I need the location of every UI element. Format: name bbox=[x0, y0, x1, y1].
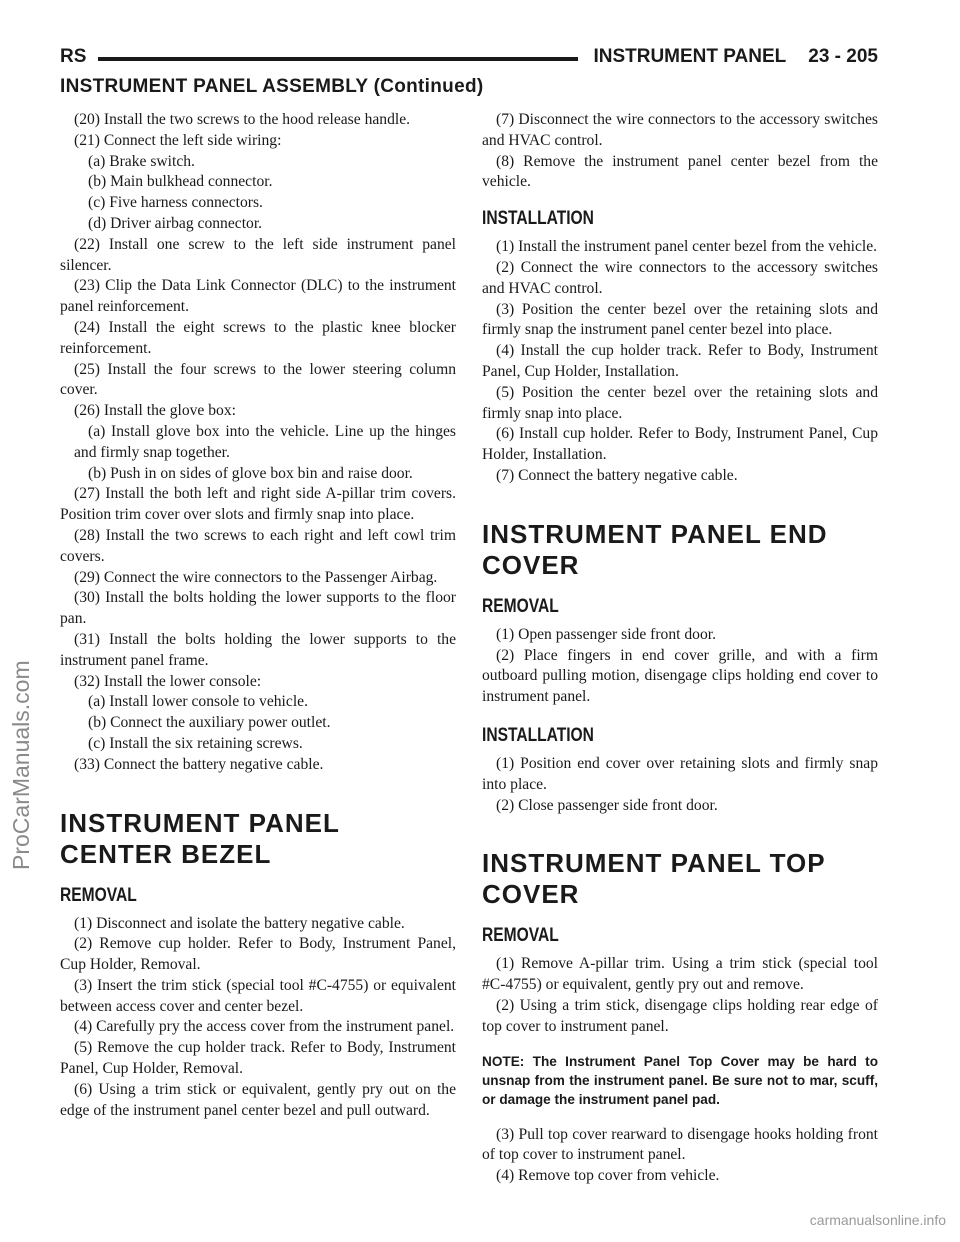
step: (20) Install the two screws to the hood release handle. bbox=[74, 111, 411, 128]
subsection-title-removal: REMOVAL bbox=[482, 925, 559, 947]
step: (23) Clip the Data Link Connector (DLC) to the instrument panel reinforcement. bbox=[60, 277, 456, 316]
substep: (a) Brake switch. bbox=[88, 152, 195, 170]
side-watermark: ProCarManuals.com bbox=[8, 660, 34, 870]
section-title-top-cover: INSTRUMENT PANEL TOP COVER bbox=[482, 848, 826, 910]
step: (5) Remove the cup holder track. Refer to Body, Instrument Panel, Cup Holder, Removal. bbox=[60, 1039, 456, 1078]
step: (21) Connect the left side wiring: bbox=[74, 131, 282, 149]
step: (4) Remove top cover from vehicle. bbox=[496, 1167, 720, 1185]
step: (1) Install the instrument panel center bezel from the vehicle. bbox=[496, 238, 878, 256]
substep: (a) Install lower console to vehicle. bbox=[88, 693, 308, 711]
step: (29) Connect the wire connectors to the Passenger Airbag. bbox=[74, 568, 438, 586]
subsection-title-removal: REMOVAL bbox=[60, 884, 137, 906]
step: (4) Carefully pry the access cover from the instrument panel. bbox=[74, 1018, 455, 1036]
step: (24) Install the eight screws to the plastic knee blocker reinforcement. bbox=[60, 318, 456, 357]
substep: (c) Five harness connectors. bbox=[88, 194, 263, 212]
note-text: NOTE: The Instrument Panel Top Cover may be hard to unsnap from the instrument panel. Be sure not to mar, scuff, or damage the instrument panel pad. bbox=[482, 1053, 878, 1107]
step: (33) Connect the battery negative cable. bbox=[74, 755, 324, 773]
step: (2) Place fingers in end cover grille, and with a firm outboard pulling motion, disengage clips holding end cover to instrument panel. bbox=[482, 646, 878, 706]
right-column bbox=[482, 110, 878, 1187]
step: (7) Disconnect the wire connectors to the accessory switches and HVAC control. bbox=[482, 111, 878, 149]
step: (2) Using a trim stick, disengage clips holding rear edge of top cover to instrument panel. bbox=[482, 996, 878, 1035]
step: (2) Close passenger side front door. bbox=[496, 796, 718, 814]
step: (25) Install the four screws to the lower steering column cover. bbox=[60, 360, 456, 399]
left-column bbox=[60, 110, 456, 1121]
step: (32) Install the lower console: bbox=[74, 672, 262, 690]
header-rule bbox=[98, 57, 578, 61]
section-title-end-cover: INSTRUMENT PANEL END COVER bbox=[482, 518, 828, 580]
subsection-title-installation: INSTALLATION bbox=[482, 724, 594, 746]
step: (4) Install the cup holder track. Refer to Body, Instrument Panel, Cup Holder, Installation. bbox=[482, 342, 878, 380]
step: (7) Connect the battery negative cable. bbox=[496, 466, 738, 484]
header-section: INSTRUMENT PANEL bbox=[593, 46, 787, 67]
continued-title: INSTRUMENT PANEL ASSEMBLY (Continued) bbox=[60, 76, 484, 97]
substep: (d) Driver airbag connector. bbox=[88, 214, 263, 232]
step: (3) Pull top cover rearward to disengage hooks holding front of top cover to instrument panel. bbox=[482, 1125, 878, 1164]
step: (31) Install the bolts holding the lower supports to the instrument panel frame. bbox=[60, 630, 456, 669]
section-title-center-bezel: INSTRUMENT PANEL CENTER BEZEL bbox=[60, 807, 340, 869]
substep: (b) Connect the auxiliary power outlet. bbox=[88, 714, 331, 732]
substep: (b) Push in on sides of glove box bin and raise door. bbox=[88, 464, 413, 482]
step: (3) Insert the trim stick (special tool #C-4755) or equivalent between access cover and center bezel. bbox=[60, 976, 456, 1015]
step: (5) Position the center bezel over the retaining slots and firmly snap into place. bbox=[482, 383, 878, 422]
page-header bbox=[60, 46, 878, 72]
bottom-watermark: carmanualsonline.info bbox=[809, 1212, 946, 1228]
step: (1) Position end cover over retaining slots and firmly snap into place. bbox=[482, 754, 878, 793]
step: (26) Install the glove box: bbox=[74, 402, 236, 420]
substep: (b) Main bulkhead connector. bbox=[88, 173, 273, 191]
header-right bbox=[593, 46, 878, 68]
step: (1) Disconnect and isolate the battery negative cable. bbox=[74, 914, 405, 932]
step: (6) Install cup holder. Refer to Body, Instrument Panel, Cup Holder, Installation. bbox=[482, 425, 878, 464]
substep: (c) Install the six retaining screws. bbox=[88, 734, 303, 752]
subsection-title-removal: REMOVAL bbox=[482, 595, 559, 617]
header-left-code: RS bbox=[60, 46, 87, 67]
step: (28) Install the two screws to each right and left cowl trim covers. bbox=[60, 526, 456, 565]
substep: (a) Install glove box into the vehicle. Line up the hinges and firmly snap together. bbox=[74, 422, 456, 461]
step: (8) Remove the instrument panel center bezel from the vehicle. bbox=[482, 152, 878, 191]
step: (3) Position the center bezel over the retaining slots and firmly snap the instrument panel center bezel into place. bbox=[482, 300, 878, 339]
step: (6) Using a trim stick or equivalent, gently pry out on the edge of the instrument panel center bezel and pull outward. bbox=[60, 1080, 456, 1119]
step: (27) Install the both left and right side A-pillar trim covers. Position trim cover over slots and firmly snap into place. bbox=[60, 485, 456, 524]
subsection-title-installation: INSTALLATION bbox=[482, 208, 594, 230]
header-page-number: 23 - 205 bbox=[808, 46, 878, 67]
step: (2) Connect the wire connectors to the accessory switches and HVAC control. bbox=[482, 258, 878, 297]
step: (1) Remove A-pillar trim. Using a trim stick (special tool #C-4755) or equivalent, gently pry out and remove. bbox=[482, 955, 878, 994]
step: (2) Remove cup holder. Refer to Body, Instrument Panel, Cup Holder, Removal. bbox=[60, 935, 456, 974]
step: (30) Install the bolts holding the lower supports to the floor pan. bbox=[60, 589, 456, 628]
step: (22) Install one screw to the left side instrument panel silencer. bbox=[60, 235, 456, 274]
step: (1) Open passenger side front door. bbox=[496, 625, 716, 643]
